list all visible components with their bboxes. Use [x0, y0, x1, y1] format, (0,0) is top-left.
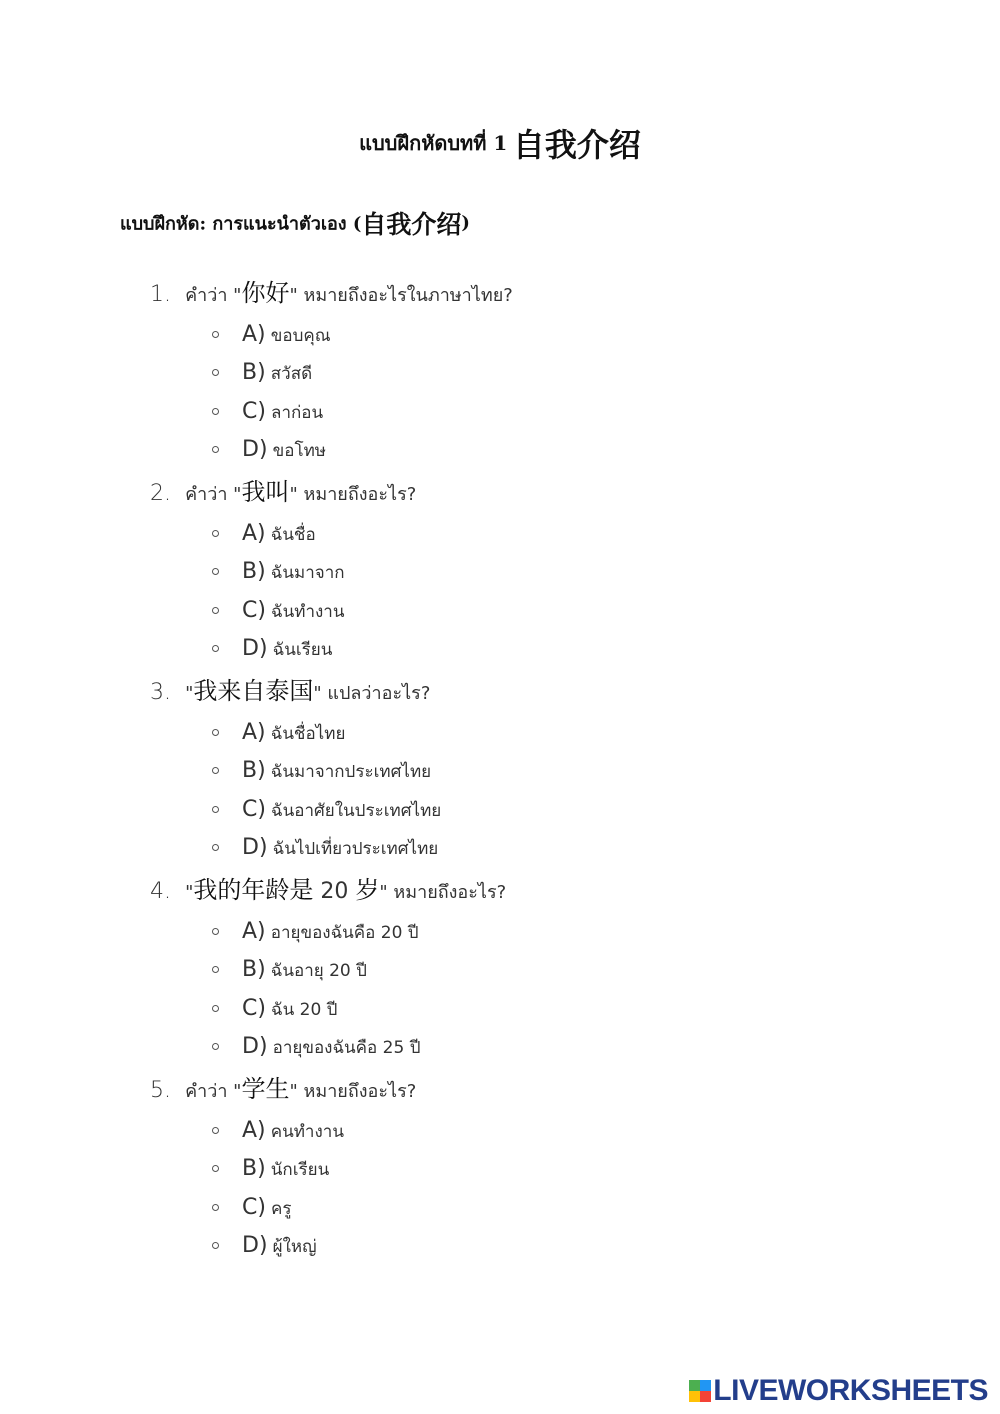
circle-bullet-icon — [212, 1165, 219, 1172]
option-a[interactable] — [150, 515, 950, 553]
option-text: ขอโทษ — [272, 440, 326, 461]
option-list — [150, 316, 950, 469]
question-text — [185, 876, 507, 904]
circle-bullet-icon — [212, 331, 219, 338]
question-prefix: " — [185, 683, 194, 704]
option-text: คนทำงาน — [270, 1122, 344, 1142]
exercise-subtitle — [120, 205, 470, 241]
question-4 — [150, 867, 950, 1066]
question-suffix: " หมายถึงอะไร? — [289, 1081, 417, 1102]
question-chinese-word: 我的年龄是 — [193, 876, 314, 904]
question-line — [150, 867, 950, 913]
question-1 — [150, 270, 950, 469]
option-b[interactable] — [150, 354, 950, 392]
option-b[interactable] — [150, 1150, 950, 1188]
option-letter: B) — [242, 360, 266, 386]
question-number: 5. — [150, 1078, 171, 1103]
option-c[interactable] — [150, 791, 950, 829]
option-b[interactable] — [150, 553, 950, 591]
question-text — [185, 677, 431, 705]
option-text: นักเรียน — [270, 1160, 330, 1181]
option-text: ฉันชื่อ — [270, 525, 316, 545]
question-line — [150, 469, 950, 515]
question-prefix: คำว่า " — [185, 1081, 242, 1102]
page-title — [0, 120, 1000, 166]
circle-bullet-icon — [212, 966, 219, 973]
question-list — [150, 270, 950, 1265]
option-letter: B) — [242, 559, 266, 585]
question-chinese-word: 学生 — [241, 1075, 290, 1103]
option-list — [150, 515, 950, 668]
option-text: ครู — [271, 1198, 292, 1219]
option-d[interactable] — [150, 829, 950, 867]
option-text: สวัสดี — [270, 364, 313, 385]
question-suffix: " หมายถึงอะไรในภาษาไทย? — [289, 285, 513, 306]
option-c[interactable] — [150, 393, 950, 431]
subtitle-chinese: 自我介绍 — [361, 210, 462, 239]
circle-bullet-icon — [212, 1204, 219, 1211]
option-letter: C) — [242, 995, 266, 1021]
circle-bullet-icon — [212, 446, 219, 453]
question-text — [185, 279, 513, 307]
question-chinese-word: 我叫 — [241, 478, 290, 506]
option-letter: D) — [242, 635, 268, 661]
option-list — [150, 1112, 950, 1265]
option-letter: C) — [242, 597, 266, 623]
logo-square-green — [689, 1380, 700, 1391]
option-text: ฉันอาศัยในประเทศไทย — [271, 800, 442, 821]
option-letter: C) — [242, 1194, 266, 1220]
option-a[interactable] — [150, 714, 950, 752]
option-a[interactable] — [150, 316, 950, 354]
option-letter: C) — [242, 796, 266, 822]
question-number: 3. — [150, 680, 171, 705]
subtitle-close-paren: ) — [461, 212, 470, 234]
circle-bullet-icon — [212, 408, 219, 415]
option-a[interactable] — [150, 1112, 950, 1150]
circle-bullet-icon — [212, 607, 219, 614]
option-text: ฉันเรียน — [272, 639, 333, 660]
question-suffix: " หมายถึงอะไร? — [289, 484, 417, 505]
option-text: ฉัน 20 ปี — [271, 999, 338, 1020]
option-d[interactable] — [150, 1028, 950, 1066]
question-text — [185, 1075, 417, 1103]
option-text: ฉันอายุ 20 ปี — [270, 961, 367, 982]
question-line — [150, 270, 950, 316]
circle-bullet-icon — [212, 844, 219, 851]
circle-bullet-icon — [212, 806, 219, 813]
question-prefix: คำว่า " — [185, 285, 242, 306]
option-text: ฉันไปเที่ยวประเทศไทย — [272, 838, 439, 859]
circle-bullet-icon — [212, 928, 219, 935]
option-text: ฉันมาจาก — [270, 563, 345, 584]
circle-bullet-icon — [212, 1005, 219, 1012]
logo-square-blue — [700, 1380, 711, 1391]
question-2 — [150, 469, 950, 668]
option-c[interactable] — [150, 592, 950, 630]
circle-bullet-icon — [212, 568, 219, 575]
option-text: ขอบคุณ — [270, 326, 331, 346]
option-text: ฉันทำงาน — [271, 601, 345, 622]
question-5 — [150, 1066, 950, 1265]
option-a[interactable] — [150, 913, 950, 951]
page-title-thai: แบบฝึกหัดบทที่ 1 — [359, 131, 508, 155]
circle-bullet-icon — [212, 530, 219, 537]
logo-square-red — [700, 1391, 711, 1402]
option-b[interactable] — [150, 752, 950, 790]
option-letter: B) — [242, 957, 266, 983]
question-number: 1. — [150, 282, 171, 307]
circle-bullet-icon — [212, 729, 219, 736]
page-title-chinese: 自我介绍 — [512, 126, 641, 164]
question-chinese-word: 你好 — [241, 279, 290, 307]
option-c[interactable] — [150, 1189, 950, 1227]
question-text — [185, 478, 417, 506]
question-prefix: " — [185, 882, 194, 903]
question-number: 2. — [150, 481, 171, 506]
circle-bullet-icon — [212, 645, 219, 652]
circle-bullet-icon — [212, 1127, 219, 1134]
question-number-in-phrase: 20 — [313, 879, 356, 904]
question-suffix: " แปลว่าอะไร? — [313, 683, 431, 704]
option-letter: D) — [242, 1232, 268, 1258]
option-text: ฉันมาจากประเทศไทย — [270, 762, 432, 783]
liveworksheets-brand[interactable] — [689, 1376, 988, 1406]
circle-bullet-icon — [212, 767, 219, 774]
option-b[interactable] — [150, 951, 950, 989]
circle-bullet-icon — [212, 1043, 219, 1050]
question-line — [150, 668, 950, 714]
option-text: อายุของฉันคือ 25 ปี — [272, 1037, 421, 1058]
question-prefix: คำว่า " — [185, 484, 242, 505]
question-chinese-word: 我来自泰国 — [193, 677, 314, 705]
option-letter: D) — [242, 834, 268, 860]
option-letter: B) — [242, 1156, 266, 1182]
option-letter: C) — [242, 398, 266, 424]
question-line — [150, 1066, 950, 1112]
option-letter: A) — [242, 1118, 266, 1143]
option-d[interactable] — [150, 431, 950, 469]
option-letter: A) — [242, 919, 266, 944]
option-text: ฉันชื่อไทย — [270, 724, 346, 744]
circle-bullet-icon — [212, 1242, 219, 1249]
option-letter: B) — [242, 758, 266, 784]
option-text: อายุของฉันคือ 20 ปี — [270, 923, 419, 943]
option-letter: A) — [242, 521, 266, 546]
circle-bullet-icon — [212, 369, 219, 376]
question-suffix: " หมายถึงอะไร? — [379, 882, 507, 903]
subtitle-thai: แบบฝึกหัด: การแนะนำตัวเอง ( — [120, 213, 362, 235]
option-letter: A) — [242, 322, 266, 347]
logo-square-yellow — [689, 1391, 700, 1402]
question-number: 4. — [150, 879, 171, 904]
option-text: ลาก่อน — [271, 402, 324, 423]
option-d[interactable] — [150, 630, 950, 668]
option-letter: D) — [242, 436, 268, 462]
option-text: ผู้ใหญ่ — [272, 1236, 317, 1257]
question-chinese-word-2: 岁 — [355, 876, 380, 904]
option-list — [150, 913, 950, 1066]
brand-name: LIVEWORKSHEETS — [713, 1374, 988, 1407]
option-d[interactable] — [150, 1227, 950, 1265]
option-letter: A) — [242, 720, 266, 745]
liveworksheets-logo-icon — [689, 1380, 711, 1402]
question-3 — [150, 668, 950, 867]
option-c[interactable] — [150, 990, 950, 1028]
option-list — [150, 714, 950, 867]
option-letter: D) — [242, 1033, 268, 1059]
